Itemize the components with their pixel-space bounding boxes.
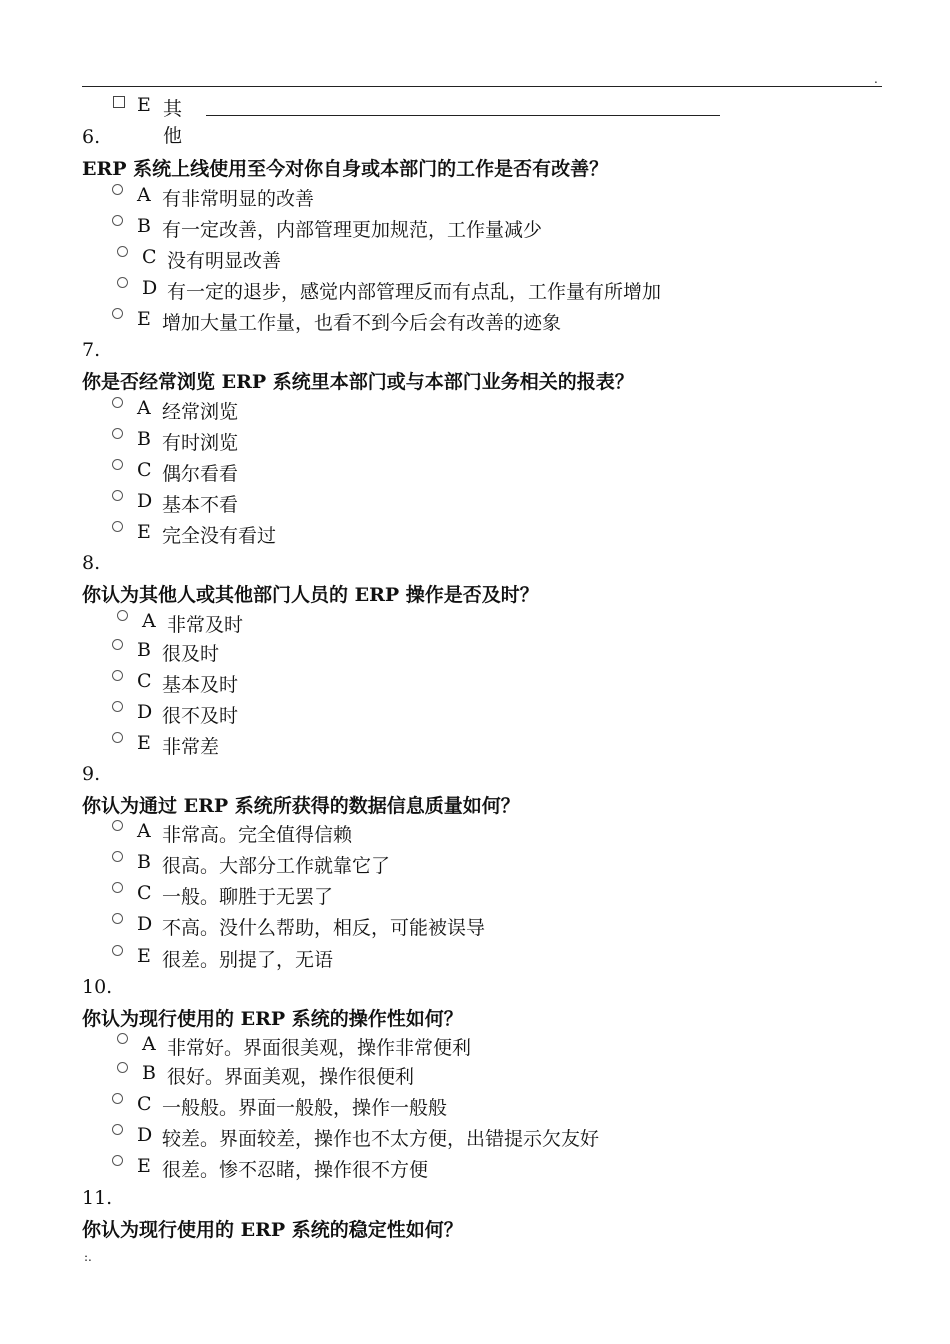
radio-button[interactable] <box>112 851 123 862</box>
option-letter: D <box>137 1124 153 1146</box>
radio-button[interactable] <box>117 1033 128 1044</box>
option-text: 偶尔看看 <box>162 463 239 485</box>
radio-button[interactable] <box>112 1124 123 1135</box>
question-number: 9. <box>82 763 101 785</box>
option-text: 很及时 <box>162 643 220 665</box>
radio-button[interactable] <box>112 913 123 924</box>
option-letter: A <box>137 820 151 842</box>
fill-in-blank-line[interactable] <box>206 115 720 116</box>
option-letter: C <box>137 670 152 692</box>
option-letter: B <box>142 1062 156 1084</box>
radio-button[interactable] <box>112 1155 123 1166</box>
radio-button[interactable] <box>112 701 123 712</box>
question-text: 你认为通过 ERP 系统所获得的数据信息质量如何？ <box>82 795 520 817</box>
question-text: 你认为其他人或其他部门人员的 ERP 操作是否及时？ <box>82 584 539 606</box>
option-letter: C <box>137 1093 152 1115</box>
option-text: 非常好。界面很美观，操作非常便利 <box>167 1037 472 1059</box>
option-letter: E <box>137 1155 151 1177</box>
option-letter: E <box>137 521 151 543</box>
radio-button[interactable] <box>117 277 128 288</box>
option-letter: A <box>142 610 156 632</box>
option-text: 有时浏览 <box>162 432 239 454</box>
option-text: 很差。别提了，无语 <box>162 949 334 971</box>
question-text: 你是否经常浏览 ERP 系统里本部门或与本部门业务相关的报表？ <box>82 371 634 393</box>
question-number: 7. <box>82 339 101 361</box>
radio-button[interactable] <box>112 820 123 831</box>
option-text: 基本及时 <box>162 674 239 696</box>
radio-button[interactable] <box>117 1062 128 1073</box>
option-text: 很好。界面美观，操作很便利 <box>167 1066 415 1088</box>
radio-button[interactable] <box>112 1093 123 1104</box>
radio-button[interactable] <box>112 639 123 650</box>
option-letter: A <box>137 184 151 206</box>
question-text: 你认为现行使用的 ERP 系统的稳定性如何？ <box>82 1219 463 1241</box>
option-text: 非常及时 <box>167 614 244 636</box>
option-letter: D <box>137 701 153 723</box>
option-letter: A <box>142 1033 156 1055</box>
option-letter: C <box>142 246 157 268</box>
option-letter: D <box>142 277 158 299</box>
radio-button[interactable] <box>112 428 123 439</box>
radio-button[interactable] <box>117 246 128 257</box>
option-letter: B <box>137 639 151 661</box>
question-number: 8. <box>82 552 101 574</box>
option-text: 完全没有看过 <box>162 525 277 547</box>
option-text: 有非常明显的改善 <box>162 188 315 210</box>
radio-button[interactable] <box>112 459 123 470</box>
radio-button[interactable] <box>112 308 123 319</box>
option-text: 很差。惨不忍睹，操作很不方便 <box>162 1159 429 1181</box>
option-text: 经常浏览 <box>162 401 239 423</box>
question-number: 6. <box>82 126 101 148</box>
option-letter: E <box>137 732 151 754</box>
question-number: 10. <box>82 976 113 998</box>
question-text: ERP 系统上线使用至今对你自身或本部门的工作是否有改善？ <box>82 158 609 180</box>
option-text: 有一定改善，内部管理更加规范，工作量减少 <box>162 219 543 241</box>
option-letter: C <box>137 459 152 481</box>
option-text: 很高。大部分工作就靠它了 <box>162 855 391 877</box>
option-letter: D <box>137 913 153 935</box>
checkbox[interactable] <box>113 96 125 108</box>
radio-button[interactable] <box>112 397 123 408</box>
option-letter: C <box>137 882 152 904</box>
footer-mark: :. <box>84 1250 92 1264</box>
option-text: 较差。界面较差，操作也不太方便，出错提示欠友好 <box>162 1128 600 1150</box>
radio-button[interactable] <box>112 521 123 532</box>
option-letter: B <box>137 851 151 873</box>
option-text: 一般般。界面一般般，操作一般般 <box>162 1097 448 1119</box>
option-text: 一般。聊胜于无罢了 <box>162 886 334 908</box>
option-letter: E <box>137 94 151 116</box>
radio-button[interactable] <box>112 215 123 226</box>
radio-button[interactable] <box>112 882 123 893</box>
option-text: 没有明显改善 <box>167 250 282 272</box>
radio-button[interactable] <box>112 490 123 501</box>
option-text: 非常高。完全值得信赖 <box>162 824 353 846</box>
question-text: 你认为现行使用的 ERP 系统的操作性如何？ <box>82 1008 463 1030</box>
option-text: 不高。没什么帮助，相反，可能被误导 <box>162 917 486 939</box>
option-text: 有一定的退步，感觉内部管理反而有点乱，工作量有所增加 <box>167 281 662 303</box>
option-letter: D <box>137 490 153 512</box>
option-text: 增加大量工作量，也看不到今后会有改善的迹象 <box>162 312 562 334</box>
option-text: 很不及时 <box>162 705 239 727</box>
option-letter: B <box>137 215 151 237</box>
header-dot: . <box>874 72 878 86</box>
question-number: 11. <box>82 1187 113 1209</box>
option-text: 其他 <box>163 98 183 147</box>
option-letter: E <box>137 308 151 330</box>
radio-button[interactable] <box>112 945 123 956</box>
radio-button[interactable] <box>112 184 123 195</box>
option-letter: B <box>137 428 151 450</box>
option-text: 基本不看 <box>162 494 239 516</box>
radio-button[interactable] <box>112 670 123 681</box>
top-rule <box>82 86 882 87</box>
option-text: 非常差 <box>162 736 220 758</box>
radio-button[interactable] <box>117 610 128 621</box>
option-letter: A <box>137 397 151 419</box>
radio-button[interactable] <box>112 732 123 743</box>
option-letter: E <box>137 945 151 967</box>
